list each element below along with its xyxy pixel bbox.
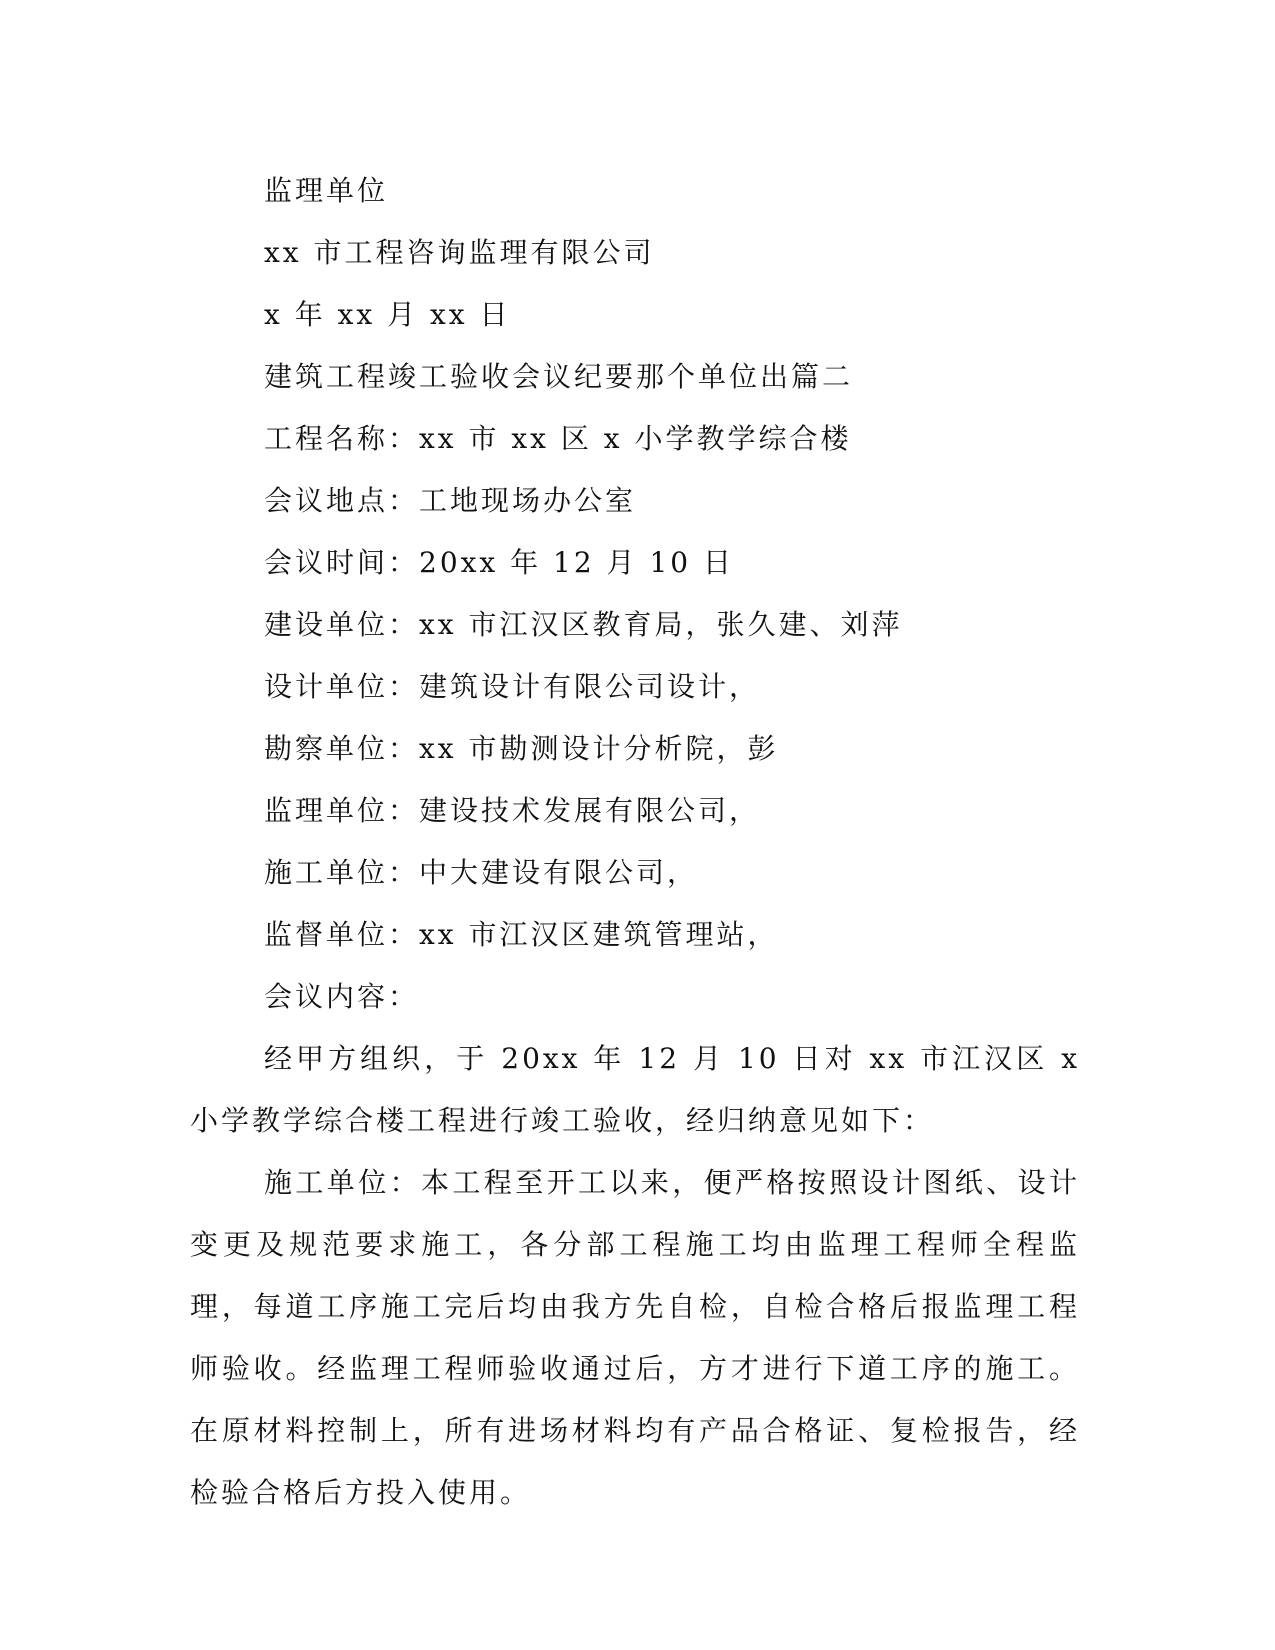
contractor-unit: 施工单位：中大建设有限公司， bbox=[264, 856, 699, 889]
signature-date: x 年 xx 月 xx 日 bbox=[264, 298, 511, 331]
supervisor-label: 监理单位 bbox=[264, 174, 389, 207]
oversight-unit: 监督单位：xx 市江汉区建筑管理站， bbox=[264, 918, 779, 951]
meeting-content-heading: 会议内容： bbox=[264, 980, 420, 1013]
supervision-unit: 监理单位：建设技术发展有限公司， bbox=[264, 794, 761, 827]
acceptance-summary-paragraph: 经甲方组织，于 20xx 年 12 月 10 日对 xx 市江汉区 x 小学教学综合楼工程进行竣工验收，经归纳意见如下： bbox=[190, 1042, 1080, 1137]
meeting-location: 会议地点：工地现场办公室 bbox=[264, 484, 637, 517]
meeting-time: 会议时间：20xx 年 12 月 10 日 bbox=[264, 546, 734, 579]
section-title: 建筑工程竣工验收会议纪要那个单位出篇二 bbox=[264, 360, 854, 393]
construction-owner: 建设单位：xx 市江汉区教育局，张久建、刘萍 bbox=[264, 608, 903, 641]
supervisor-company: xx 市工程咨询监理有限公司 bbox=[264, 236, 655, 269]
design-unit: 设计单位：建筑设计有限公司设计， bbox=[264, 670, 761, 703]
contractor-statement-paragraph: 施工单位：本工程至开工以来，便严格按照设计图纸、设计变更及规范要求施工，各分部工程施工均由监理工程师全程监理，每道工序施工完后均由我方先自检，自检合格后报监理工程师验收。经监理工程师验收通过后，方才进行下道工序的施工。在原材料控制上，所有进场材料均有产品合格证、复检报告，经检验合格后方投入使用。 bbox=[190, 1166, 1080, 1509]
survey-unit: 勘察单位：xx 市勘测设计分析院，彭 bbox=[264, 732, 779, 765]
project-name: 工程名称：xx 市 xx 区 x 小学教学综合楼 bbox=[264, 422, 852, 455]
document-body bbox=[190, 160, 1080, 1524]
